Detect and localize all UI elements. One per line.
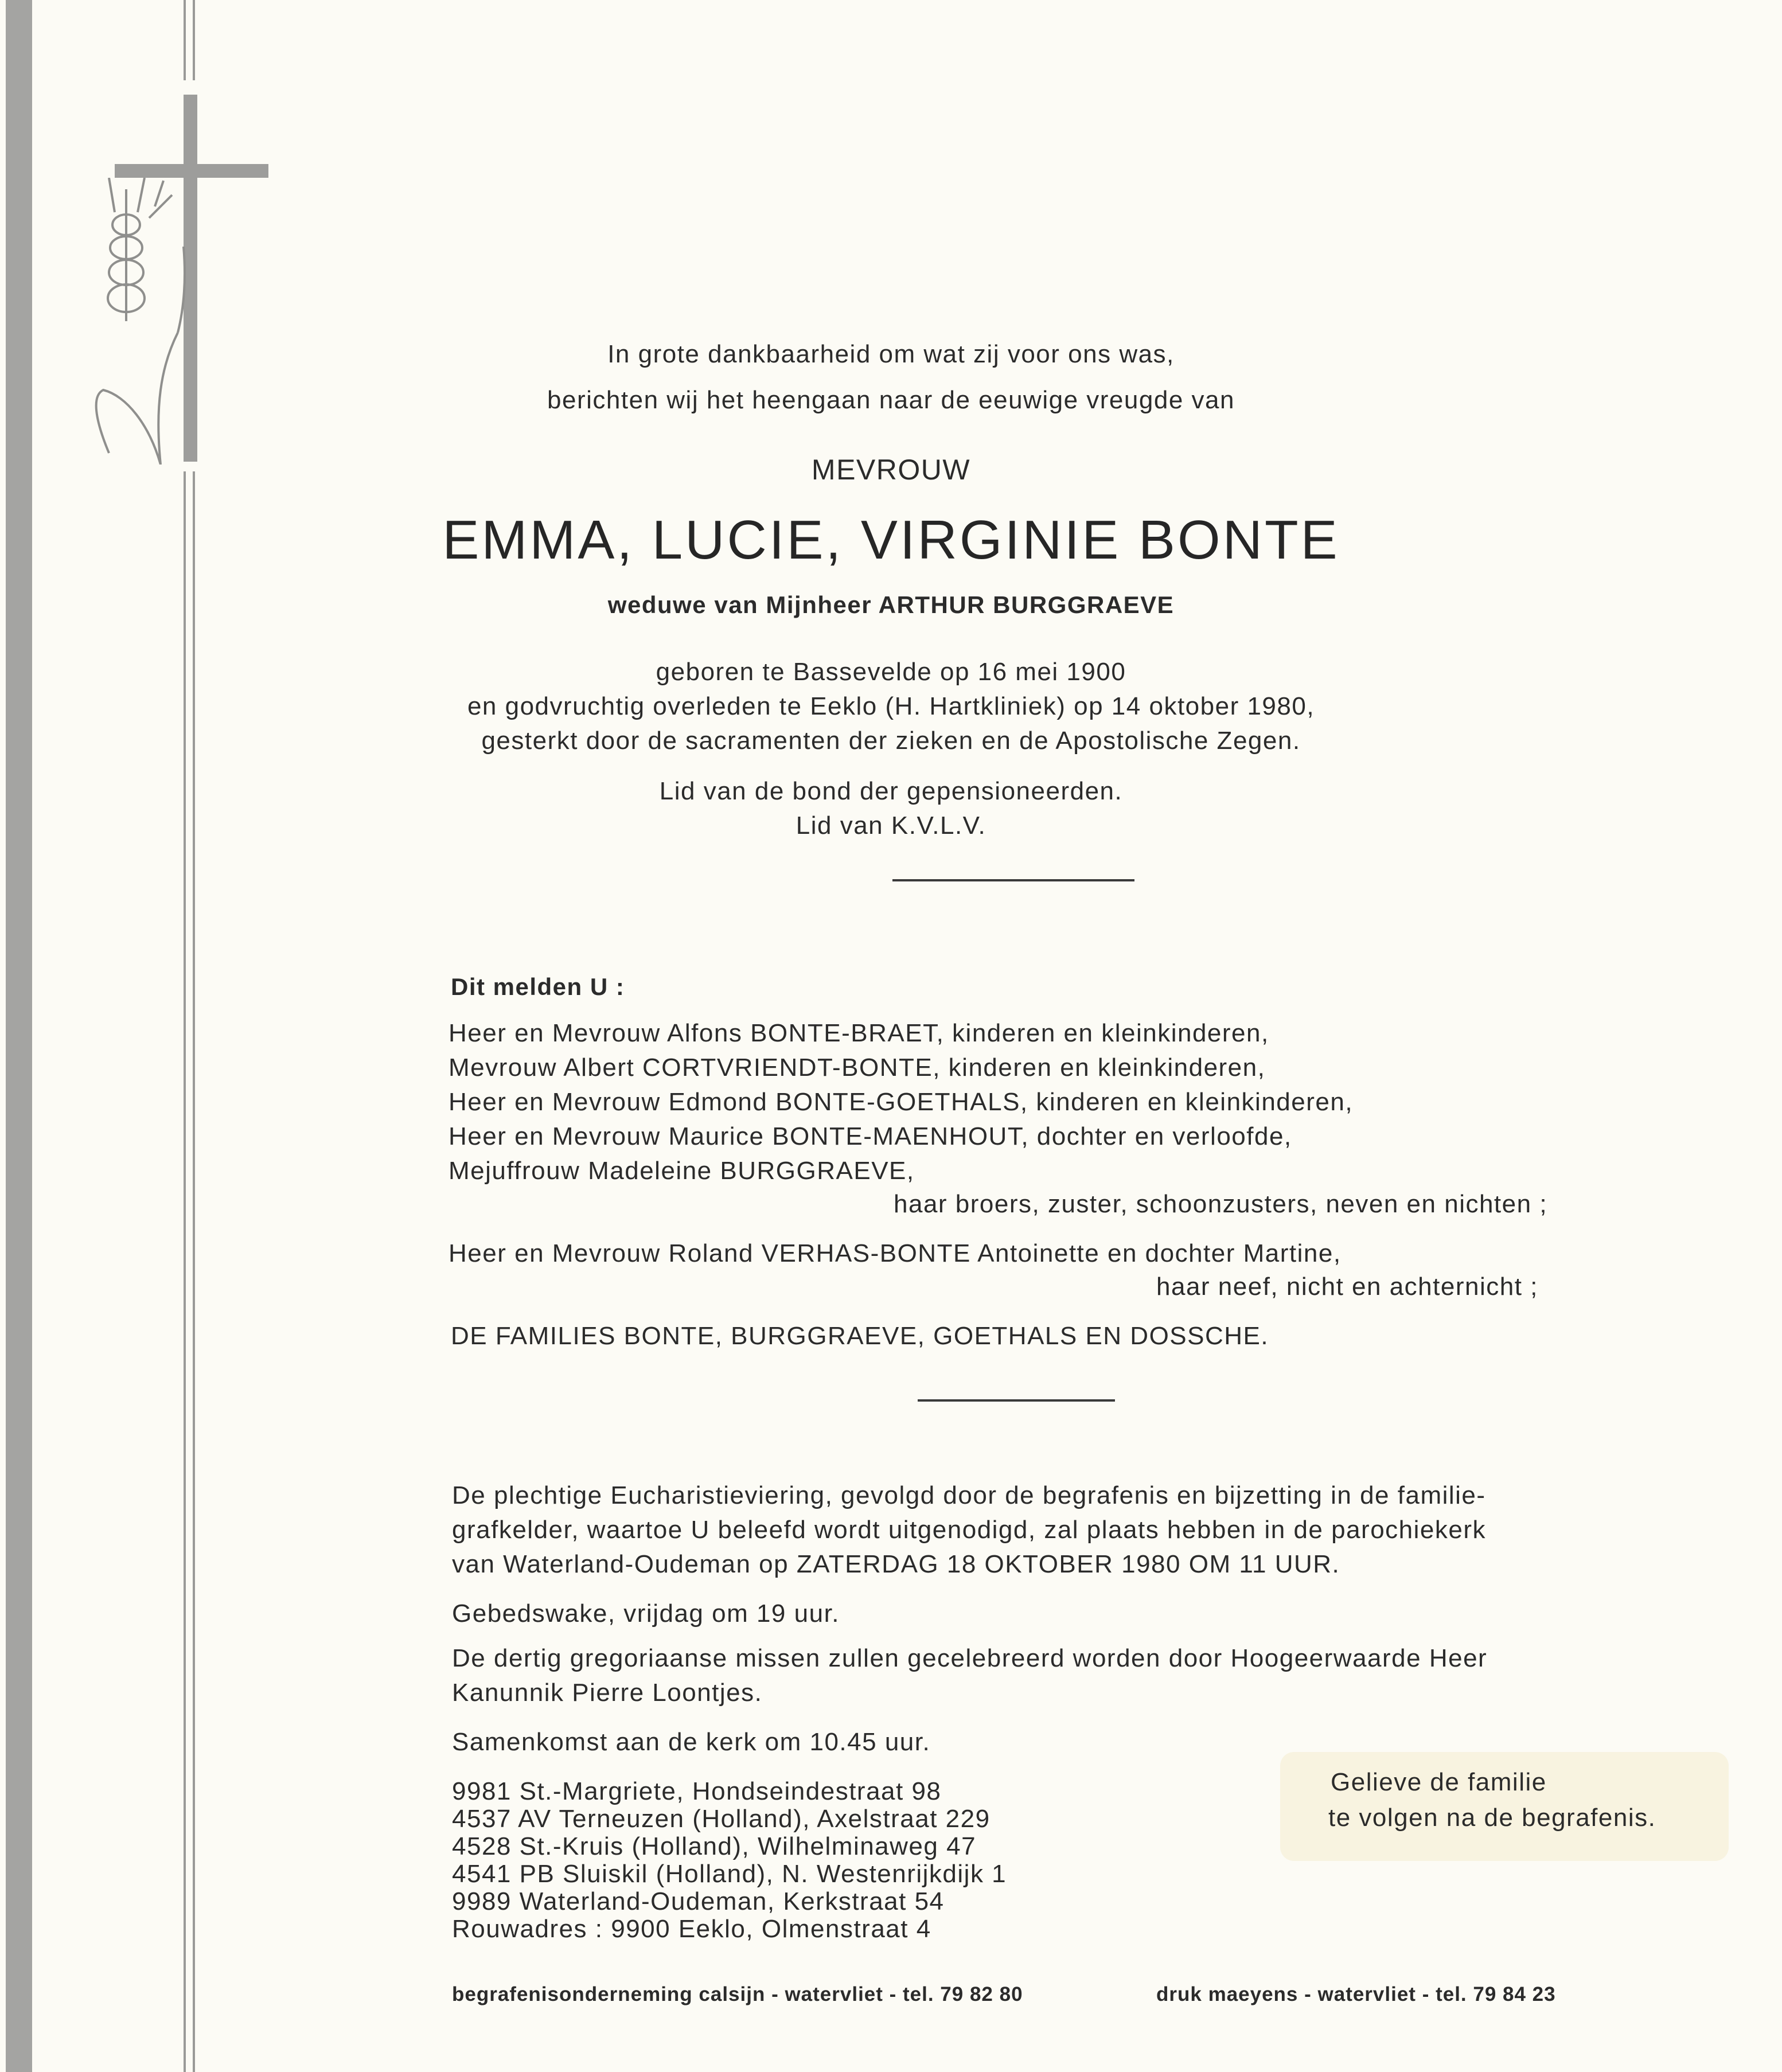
announcement-heading: Dit melden U : bbox=[451, 973, 625, 1000]
left-grey-band bbox=[6, 0, 32, 2072]
service-line-2: grafkelder, waartoe U beleefd wordt uitgenodigd, zal plaats hebben in de parochiekerk bbox=[452, 1516, 1487, 1544]
address-line: 4541 PB Sluiskil (Holland), N. Westenrijkdijk 1 bbox=[452, 1860, 1007, 1888]
membership-1: Lid van de bond der gepensioneerden. bbox=[659, 777, 1123, 805]
intro-line-1: In grote dankbaarheid om wat zij voor ons was, bbox=[607, 340, 1175, 368]
sacraments-line: gesterkt door de sacramenten der zieken en de Apostolische Zegen. bbox=[481, 727, 1301, 755]
divider-1 bbox=[892, 879, 1134, 881]
family-relation-2: haar neef, nicht en achternicht ; bbox=[1156, 1273, 1538, 1301]
wheat-icon bbox=[92, 178, 189, 465]
family-line: Heer en Mevrouw Alfons BONTE-BRAET, kinderen en kleinkinderen, bbox=[449, 1019, 1269, 1047]
printer-credit: druk maeyens - watervliet - tel. 79 84 23 bbox=[1156, 1983, 1556, 2005]
intro-line-2: berichten wij het heengaan naar de eeuwige vreugde van bbox=[547, 386, 1235, 414]
family-line: Heer en Mevrouw Edmond BONTE-GOETHALS, kinderen en kleinkinderen, bbox=[449, 1088, 1354, 1116]
family-line: Heer en Mevrouw Maurice BONTE-MAENHOUT, dochter en verloofde, bbox=[449, 1122, 1292, 1150]
born-line: geboren te Bassevelde op 16 mei 1900 bbox=[656, 658, 1126, 686]
cross-icon-bar bbox=[115, 164, 268, 178]
service-line-1: De plechtige Eucharistieviering, gevolgd door de begrafenis en bijzetting in de familie- bbox=[452, 1481, 1486, 1509]
verhas-line: Heer en Mevrouw Roland VERHAS-BONTE Antoinette en dochter Martine, bbox=[449, 1239, 1342, 1267]
families-line: DE FAMILIES BONTE, BURGGRAEVE, GOETHALS EN DOSSCHE. bbox=[451, 1322, 1269, 1350]
address-line: 9989 Waterland-Oudeman, Kerkstraat 54 bbox=[452, 1887, 945, 1915]
family-line: Mevrouw Albert CORTVRIENDT-BONTE, kinderen en kleinkinderen, bbox=[449, 1053, 1266, 1082]
masses-line-1: De dertig gregoriaanse missen zullen gecelebreerd worden door Hoogeerwaarde Heer bbox=[452, 1644, 1488, 1672]
honorific: MEVROUW bbox=[811, 454, 971, 486]
undertaker-credit: begrafenisonderneming calsijn - watervliet - tel. 79 82 80 bbox=[452, 1983, 1023, 2005]
masses-line-2: Kanunnik Pierre Loontjes. bbox=[452, 1679, 763, 1707]
note-line-1: Gelieve de familie bbox=[1331, 1768, 1547, 1796]
widow-of: weduwe van Mijnheer ARTHUR BURGGRAEVE bbox=[607, 591, 1175, 618]
address-line: 9981 St.-Margriete, Hondseindestraat 98 bbox=[452, 1777, 942, 1805]
address-line: 4537 AV Terneuzen (Holland), Axelstraat 229 bbox=[452, 1805, 991, 1833]
address-line: 4528 St.-Kruis (Holland), Wilhelminaweg 47 bbox=[452, 1832, 977, 1860]
gathering-line: Samenkomst aan de kerk om 10.45 uur. bbox=[452, 1728, 931, 1756]
died-line: en godvruchtig overleden te Eeklo (H. Hartkliniek) op 14 oktober 1980, bbox=[467, 692, 1315, 720]
divider-2 bbox=[918, 1399, 1115, 1402]
wake-line: Gebedswake, vrijdag om 19 uur. bbox=[452, 1599, 840, 1628]
service-line-3: van Waterland-Oudeman op ZATERDAG 18 OKTOBER 1980 OM 11 UUR. bbox=[452, 1550, 1340, 1578]
family-relation-1: haar broers, zuster, schoonzusters, neven en nichten ; bbox=[894, 1190, 1548, 1218]
deceased-name: EMMA, LUCIE, VIRGINIE BONTE bbox=[442, 509, 1340, 571]
address-line: Rouwadres : 9900 Eeklo, Olmenstraat 4 bbox=[452, 1915, 931, 1943]
family-line: Mejuffrouw Madeleine BURGGRAEVE, bbox=[449, 1157, 915, 1185]
membership-2: Lid van K.V.L.V. bbox=[796, 811, 986, 840]
top-vertical-rule bbox=[184, 0, 195, 80]
note-line-2: te volgen na de begrafenis. bbox=[1328, 1804, 1656, 1832]
